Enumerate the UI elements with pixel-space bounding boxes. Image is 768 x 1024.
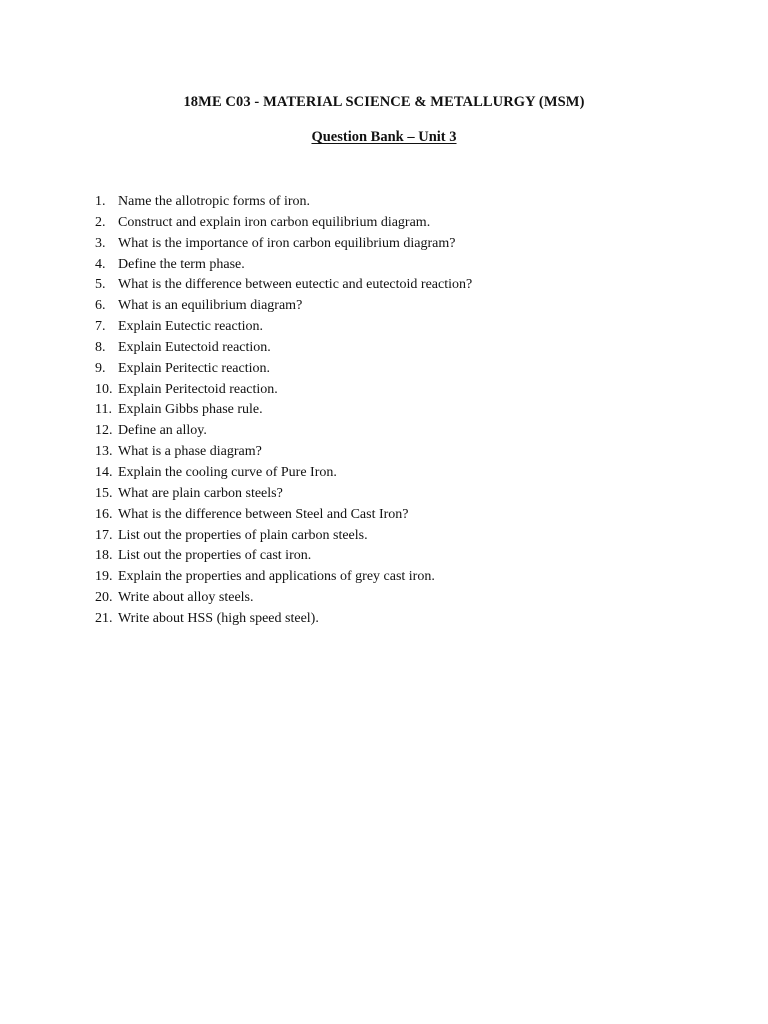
question-text: Explain Eutectoid reaction. (118, 339, 271, 355)
question-text: Construct and explain iron carbon equilibrium diagram. (118, 214, 431, 230)
question-number: 11. (95, 402, 112, 418)
question-number: 2. (95, 214, 106, 230)
question-number: 13. (95, 444, 113, 460)
question-text: List out the properties of plain carbon steels. (118, 527, 368, 543)
question-item (95, 421, 472, 442)
question-item (95, 255, 472, 276)
question-item (95, 296, 472, 317)
question-item (95, 338, 472, 359)
question-number: 21. (95, 610, 113, 626)
document-subtitle (0, 127, 768, 147)
question-text: Define the term phase. (118, 256, 245, 272)
question-item (95, 463, 472, 484)
question-text: What is an equilibrium diagram? (118, 298, 303, 314)
question-item (95, 546, 472, 567)
question-item (95, 484, 472, 505)
question-item (95, 234, 472, 255)
question-number: 9. (95, 360, 106, 376)
question-number: 18. (95, 548, 113, 564)
question-number: 6. (95, 298, 106, 314)
question-number: 20. (95, 590, 113, 606)
question-text: Explain the cooling curve of Pure Iron. (118, 464, 337, 480)
question-text: What is a phase diagram? (118, 444, 262, 460)
question-item (95, 380, 472, 401)
question-number: 15. (95, 485, 113, 501)
question-text: What is the difference between Steel and Cast Iron? (118, 506, 409, 522)
question-text: What are plain carbon steels? (118, 485, 283, 501)
question-text: Explain Peritectoid reaction. (118, 381, 278, 397)
question-text: Name the allotropic forms of iron. (118, 194, 311, 209)
question-text: Explain Peritectic reaction. (118, 360, 270, 376)
subtitle-text: Question Bank – Unit 3 (311, 129, 457, 145)
question-number: 4. (95, 256, 106, 272)
question-item (95, 567, 472, 588)
question-item (95, 275, 472, 296)
question-number: 17. (95, 527, 113, 543)
question-item (95, 588, 472, 609)
question-text: Explain Eutectic reaction. (118, 319, 263, 335)
question-text: List out the properties of cast iron. (118, 548, 312, 564)
question-item (95, 609, 472, 630)
question-item (95, 317, 472, 338)
question-number: 7. (95, 319, 106, 335)
question-item (95, 400, 472, 421)
question-number: 5. (95, 277, 106, 293)
question-text: Explain Gibbs phase rule. (118, 402, 263, 418)
question-number: 19. (95, 569, 113, 585)
question-number: 14. (95, 464, 113, 480)
question-text: Write about alloy steels. (118, 590, 254, 606)
question-number: 16. (95, 506, 113, 522)
question-item (95, 359, 472, 380)
question-number: 8. (95, 339, 106, 355)
question-text: Define an alloy. (118, 423, 207, 439)
question-list (95, 192, 472, 630)
question-item (95, 213, 472, 234)
question-text: What is the importance of iron carbon equilibrium diagram? (118, 235, 456, 251)
question-item (95, 505, 472, 526)
question-number: 1. (95, 194, 106, 209)
question-number: 3. (95, 235, 106, 251)
question-text: Write about HSS (high speed steel). (118, 610, 319, 626)
question-item (95, 526, 472, 547)
question-text: Explain the properties and applications of grey cast iron. (118, 569, 435, 585)
document-title: 18ME C03 - MATERIAL SCIENCE & METALLURGY (MSM) (183, 94, 585, 110)
question-item (95, 192, 472, 213)
question-number: 12. (95, 423, 113, 439)
question-number: 10. (95, 381, 113, 397)
question-text: What is the difference between eutectic and eutectoid reaction? (118, 277, 473, 293)
question-item (95, 442, 472, 463)
